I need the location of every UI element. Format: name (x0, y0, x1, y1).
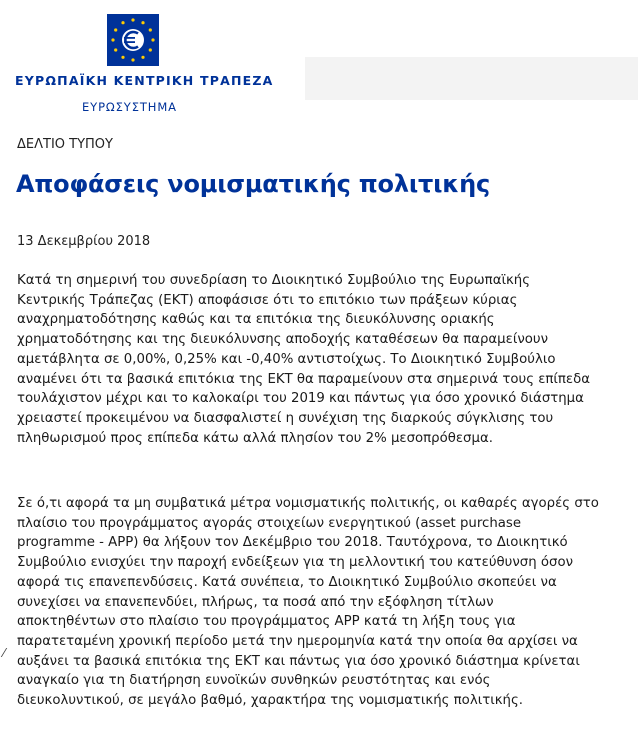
text-line: διευκολυντικού, σε μεγάλο βαθμό, χαρακτήρα της νομισματικής πολιτικής. (17, 693, 523, 709)
text-line: πληθωρισμού προς επίπεδα κάτω αλλά πλησίον του 2% μεσοπρόθεσμα. (17, 430, 493, 446)
text-line: αναχρηματοδότησης καθώς και τα επιτόκια της διευκόλυνσης οριακής (17, 312, 495, 328)
text-line: αφορά τις επανεπενδύσεις. Κατά συνέπεια, το Διοικητικό Συμβούλιο σκοπεύει να (17, 574, 557, 590)
organization-subtitle: ΕΥΡΩΣΥΣΤΗΜΑ (82, 100, 177, 114)
paragraph-non-standard-measures (17, 494, 629, 711)
text-line: αναμένει ότι τα βασικά επιτόκια της ΕΚΤ θα παραμείνουν στα σημερινά τους επίπεδα (17, 371, 591, 387)
text-line: πλαίσιο του προγράμματος αγοράς στοιχείων ενεργητικού (asset purchase (17, 515, 522, 531)
text-line: χρηματοδότησης και της διευκόλυνσης αποδοχής καταθέσεων θα παραμείνουν (17, 332, 549, 348)
text-line: αποκτηθέντων στο πλαίσιο του προγράμματος APP κατά τη λήξη τους για (17, 614, 516, 630)
ecb-logo-svg (107, 14, 159, 66)
paragraph-interest-rates (17, 271, 629, 448)
text-line: Συμβούλιο ενισχύει την παροχή ενδείξεων για τη μελλοντική του κατεύθυνση όσον (17, 555, 574, 571)
text-line: τουλάχιστον μέχρι και το καλοκαίρι του 2019 και πάντως για όσο χρονικό διάστημα (17, 391, 584, 407)
margin-mark: ⁄ (3, 646, 6, 660)
organization-name: ΕΥΡΩΠΑΪΚΗ ΚΕΝΤΡΙΚΗ ΤΡΑΠΕΖΑ (15, 73, 274, 88)
header-band (305, 57, 638, 100)
text-line: χρειαστεί προκειμένου να διασφαλιστεί η συνέχιση της διαρκούς σύγκλισης του (17, 410, 554, 426)
text-line: programme - APP) θα λήξουν τον Δεκέμβριο του 2018. Ταυτόχρονα, το Διοικητικό (17, 535, 568, 551)
publication-date: 13 Δεκεμβρίου 2018 (17, 234, 151, 249)
document-type: ΔΕΛΤΙΟ ΤΥΠΟΥ (17, 137, 113, 152)
text-line: αυξάνει τα βασικά επιτόκια της ΕΚΤ και πάντως για όσο χρονικό διάστημα κρίνεται (17, 653, 580, 669)
text-line: συνεχίσει να επανεπενδύει, πλήρως, τα ποσά από την εξόφληση τίτλων (17, 594, 494, 610)
text-line: αναγκαίο για τη διατήρηση ευνοϊκών συνθηκών ρευστότητας και ενός (17, 673, 491, 689)
text-line: Κατά τη σημερινή του συνεδρίαση το Διοικητικό Συμβούλιο της Ευρωπαϊκής (17, 273, 531, 288)
text-line: παρατεταμένη χρονική περίοδο μετά την ημερομηνία κατά την οποία θα αρχίσει να (17, 633, 578, 649)
page-title: Αποφάσεις νομισματικής πολιτικής (16, 170, 491, 198)
ecb-euro-logo-icon (107, 14, 159, 66)
text-line: Σε ό,τι αφορά τα μη συμβατικά μέτρα νομισματικής πολιτικής, οι καθαρές αγορές στο (17, 496, 599, 511)
text-line: Κεντρικής Τράπεζας (ΕΚΤ) αποφάσισε ότι το επιτόκιο των πράξεων κύριας (17, 292, 518, 308)
text-line: αμετάβλητα σε 0,00%, 0,25% και -0,40% αντιστοίχως. Το Διοικητικό Συμβούλιο (17, 351, 556, 367)
